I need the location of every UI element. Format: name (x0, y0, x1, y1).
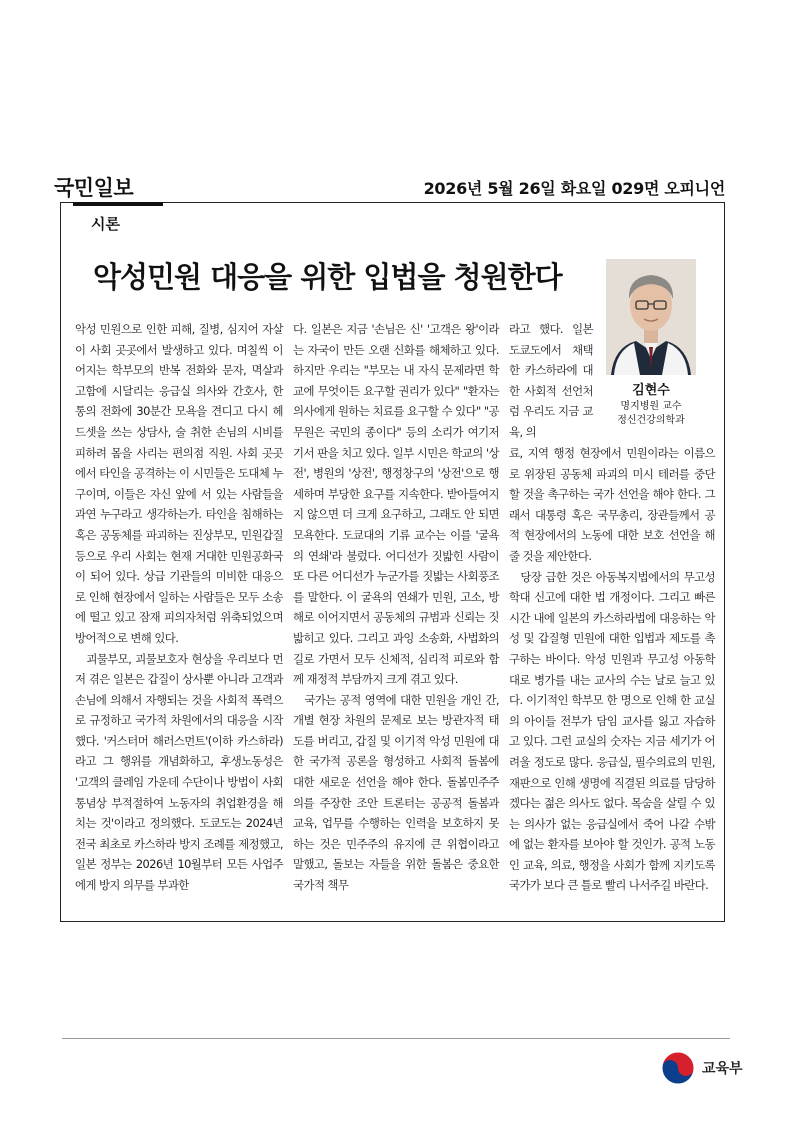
author-department: 정신건강의학과 (617, 415, 685, 426)
headline: 악성민원 대응을 위한 입법을 청원한다 (93, 260, 562, 294)
article-column-3 (509, 443, 715, 896)
paragraph: 국가는 공적 영역에 대한 민원을 개인 간, 개별 현장 차원의 문제로 보는 방관자적 태도를 버리고, 갑질 및 이기적 악성 민원에 대한 국가적 공론을 형성하고 사회적 돌봄에 대한 새로운 선언을 해야 한다. 돌봄민주주의를 주장한 조안 트론터는 공공적 돌봄과 교육, 업무를 수행하는 인력을 보호하지 못하는 것은 민주주의 유지에 큰 위협이라고 말했고, 돌보는 자들을 위한 돌봄은 중요한 국가적 책무 (293, 692, 499, 893)
section-bar (73, 202, 163, 206)
author-affiliation: 명지병원 교수 (620, 401, 682, 412)
paragraph: 당장 급한 것은 아동복지법에서의 무고성 학대 신고에 대한 법 개정이다. 그리고 빠른 시간 내에 일본의 카스하라법에 대응하는 악성 및 갑질형 민원에 대한 입법과 제도를 촉구하는 바이다. 악성 민원과 무고성 아동학대로 병가를 내는 교사의 수는 날로 늘고 있다. 이기적인 학부모 한 명으로 인해 한 교실의 아이들 전부가 담임 교사를 잃고 자습하고 있다. 그런 교실의 숫자는 지금 세기가 어려울 정도로 많다. 응급실, 필수의료의 민원, 재판으로 인해 생명에 직결된 의료를 담당하겠다는 젊은 의사도 없다. 목숨을 살릴 수 있는 의사가 없는 응급실에서 죽어 나갈 수밖에 없는 환자를 보아야 할 것인가. 공적 노동인 교육, 의료, 행정을 사회가 함께 지키도록 국가가 보다 큰 틀로 빨리 나서주길 바란다. (509, 569, 715, 893)
footer-divider (62, 1038, 730, 1039)
paragraph: 다. 일본은 지금 '손님은 신' '고객은 왕'이라는 자국이 만든 오랜 신화를 해체하고 있다. 하지만 우리는 "부모는 내 자식 문제라면 학교에 무엇이든 요구할 권리가 있다" "환자는 의사에게 원하는 치료를 요구할 수 있다" "공무원은 국민의 종이다" 등의 소리가 여기저기서 판을 치고 있다. 일부 시민은 학교의 '상전', 병원의 '상전', 행정창구의 '상전'으로 행세하며 부당한 요구를 지속한다. 받아들여지지 않으면 더 크게 요구하고, 그래도 안 되면 모욕한다. 도쿄대의 기류 교수는 이를 '굴욕의 연쇄'라 불렀다. 어디선가 짓밟힌 사람이 또 다른 어디선가 누군가를 짓밟는 사회풍조를 말한다. 이 굴욕의 연쇄가 민원, 고소, 방해로 이어지면서 공동체의 규범과 신뢰는 짓밟히고 있다. 그리고 과잉 소송화, 사법화의 길로 가면서 모두 신체적, 심리적 피로와 함께 재정적 부담까지 크게 겪고 있다. (293, 322, 499, 687)
article-column-1 (75, 319, 283, 896)
article-column-3-top (509, 319, 593, 443)
paragraph: 료, 지역 행정 현장에서 민원이라는 이름으로 위장된 공동체 파괴의 미시 테러를 중단할 것을 촉구하는 국가 선언을 해야 한다. 그래서 대통령 혹은 국무총리, 장관들께서 공적 현장에서의 노동에 대한 보호 선언을 해줄 것을 제안한다. (509, 446, 715, 563)
masthead: 국민일보 (54, 175, 134, 200)
section-label: 시론 (91, 215, 120, 233)
paragraph: 괴물부모, 괴물보호자 현상을 우리보다 먼저 겪은 일본은 갑질이 상사뿐 아니라 고객과 손님에 의해서 자행되는 것을 사회적 폭력으로 규정하고 국가적 차원에서의 대응을 시작했다. '커스터머 해러스먼트'(이하 카스하라)라고 그 행위를 개념화하고, 후생노동성은 '고객의 클레임 가운데 수단이나 방법이 사회 통념상 부적절하여 노동자의 취업환경을 해치는 것'이라고 정의했다. 도쿄도는 2024년 전국 최초로 카스하라 방지 조례를 제정했고, 일본 정부는 2026년 10월부터 모든 사업주에게 방지 의무를 부과한 (75, 651, 283, 893)
paragraph: 악성 민원으로 인한 피해, 질병, 심지어 자살이 사회 곳곳에서 발생하고 있다. 며칠씩 이어지는 학부모의 반복 전화와 문자, 멱살과 고함에 시달리는 응급실 의사와 간호사, 한 통의 전화에 30분간 모욕을 견디고 다시 헤드셋을 쓰는 상담사, 술 취한 손님의 시비를 피하려 몸을 사리는 편의점 직원. 사회 곳곳에서 타인을 공격하는 이 시민들은 도대체 누구이며, 이들은 자신 앞에 서 있는 사람들을 과연 누구라고 생각하는가. 타인을 침해하는 혹은 공동체를 파괴하는 진상부모, 민원갑질 등으로 우리 사회는 현재 거대한 민원공화국이 되어 있다. 상급 기관들의 미비한 대응으로 인해 현장에서 일하는 사람들은 모두 소송에 떨고 있고 잠재 피의자처럼 위축되었으며 방어적으로 변해 있다. (75, 322, 283, 645)
ministry-name: 교육부 (702, 1061, 743, 1077)
dateline: 2026년 5월 26일 화요일 029면 오피니언 (423, 179, 725, 198)
author-photo (606, 259, 696, 375)
author-name: 김현수 (632, 383, 670, 398)
taegeuk-logo-icon (660, 1050, 696, 1086)
author-portrait-icon (606, 259, 696, 375)
paragraph: 라고 했다. 일본 도쿄도에서 채택한 카스하라에 대한 사회적 선언처럼 우리도 지금 교육, 의 (509, 322, 593, 439)
article-frame (60, 202, 725, 922)
article-column-2 (293, 319, 499, 896)
